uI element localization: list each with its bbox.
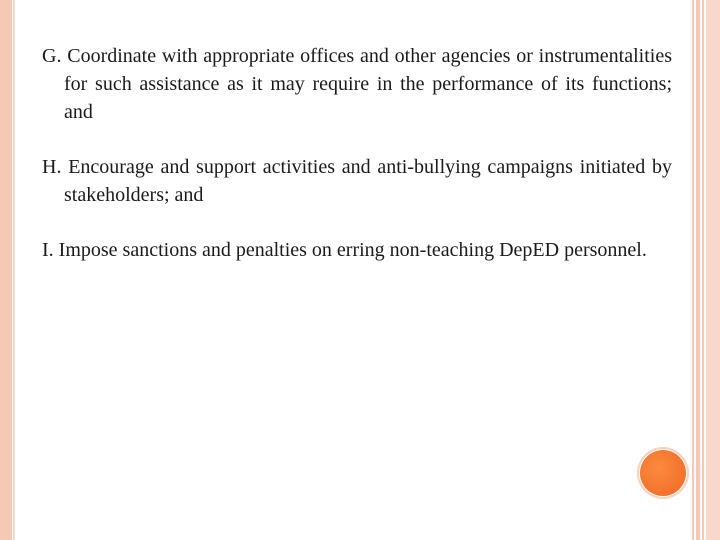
- right-border-line: [696, 0, 700, 540]
- left-decorative-border: [0, 0, 12, 540]
- right-border-band: [706, 0, 720, 540]
- list-item-h: H. Encourage and support activities and anti-bullying campaigns initiated by stakeholders; and: [42, 156, 672, 206]
- right-border-line: [692, 0, 694, 540]
- list-item-i: I. Impose sanctions and penalties on erring non-teaching DepED personnel.: [42, 239, 647, 261]
- right-border-line: [702, 0, 704, 540]
- right-decorative-border: [692, 0, 720, 540]
- list-item-g: G. Coordinate with appropriate offices and other agencies or instrumentalities for such assistance as it may require in the performance of its functions; and: [42, 45, 672, 123]
- slide-body: [42, 42, 672, 291]
- orange-circle-decoration: [640, 450, 686, 496]
